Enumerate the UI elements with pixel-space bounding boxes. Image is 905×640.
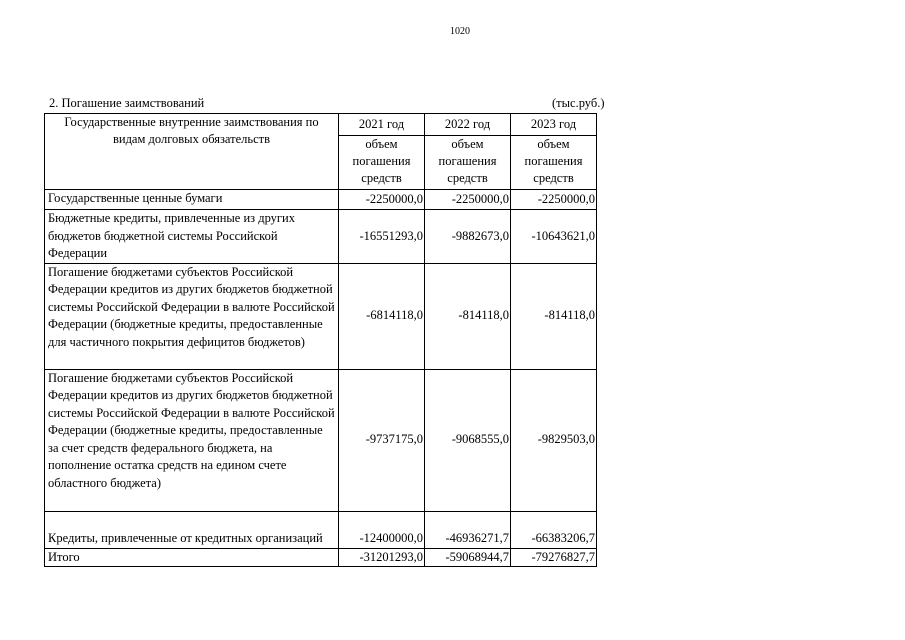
table-row (45, 369, 597, 511)
value-2023: -66383206,7 (511, 511, 597, 548)
row-name: Погашение бюджетами субъектов Российской Федерации кредитов из других бюджетов бюджетной системы Российской Федерации в валюте Российской Федерации (бюджетные кредиты, предоставленные за счет средств федерального бюджета, на пополнение остатка средств на едином счете областного бюджета) (45, 369, 339, 511)
value-2023: -10643621,0 (511, 210, 597, 264)
header-year-2022: 2022 год (425, 114, 511, 136)
table-row (45, 210, 597, 264)
subheader-2023: объем погашения средств (511, 136, 597, 190)
value-2022: -46936271,7 (425, 511, 511, 548)
header-debt-type: Государственные внутренние заимствования по видам долговых обязательств (45, 114, 339, 190)
value-2023: -2250000,0 (511, 190, 597, 210)
value-2021: -6814118,0 (339, 263, 425, 369)
row-name: Кредиты, привлеченные от кредитных организаций (45, 511, 339, 548)
value-2021: -2250000,0 (339, 190, 425, 210)
row-name: Государственные ценные бумаги (45, 190, 339, 210)
section-title: 2. Погашение заимствований (49, 96, 205, 110)
table-row (45, 263, 597, 369)
total-label: Итого (45, 548, 339, 567)
subheader-2022: объем погашения средств (425, 136, 511, 190)
table-row (45, 190, 597, 210)
row-name: Бюджетные кредиты, привлеченные из других бюджетов бюджетной системы Российской Федерации (45, 210, 339, 264)
total-2021: -31201293,0 (339, 548, 425, 567)
row-name: Погашение бюджетами субъектов Российской Федерации кредитов из других бюджетов бюджетной системы Российской Федерации в валюте Российской Федерации (бюджетные кредиты, предоставленные для частичного покрытия дефицитов бюджетов) (45, 263, 339, 369)
header-year-2023: 2023 год (511, 114, 597, 136)
page-number: 1020 (450, 26, 470, 37)
value-2022: -2250000,0 (425, 190, 511, 210)
value-2021: -12400000,0 (339, 511, 425, 548)
total-2023: -79276827,7 (511, 548, 597, 567)
value-2021: -16551293,0 (339, 210, 425, 264)
header-year-2021: 2021 год (339, 114, 425, 136)
value-2023: -814118,0 (511, 263, 597, 369)
total-2022: -59068944,7 (425, 548, 511, 567)
table-header-row (45, 114, 597, 136)
value-2023: -9829503,0 (511, 369, 597, 511)
value-2022: -814118,0 (425, 263, 511, 369)
value-2022: -9068555,0 (425, 369, 511, 511)
value-2021: -9737175,0 (339, 369, 425, 511)
total-row (45, 548, 597, 567)
table-row (45, 511, 597, 548)
value-2022: -9882673,0 (425, 210, 511, 264)
units-label: (тыс.руб.) (552, 96, 605, 110)
borrowing-repayment-table (44, 113, 597, 567)
subheader-2021: объем погашения средств (339, 136, 425, 190)
